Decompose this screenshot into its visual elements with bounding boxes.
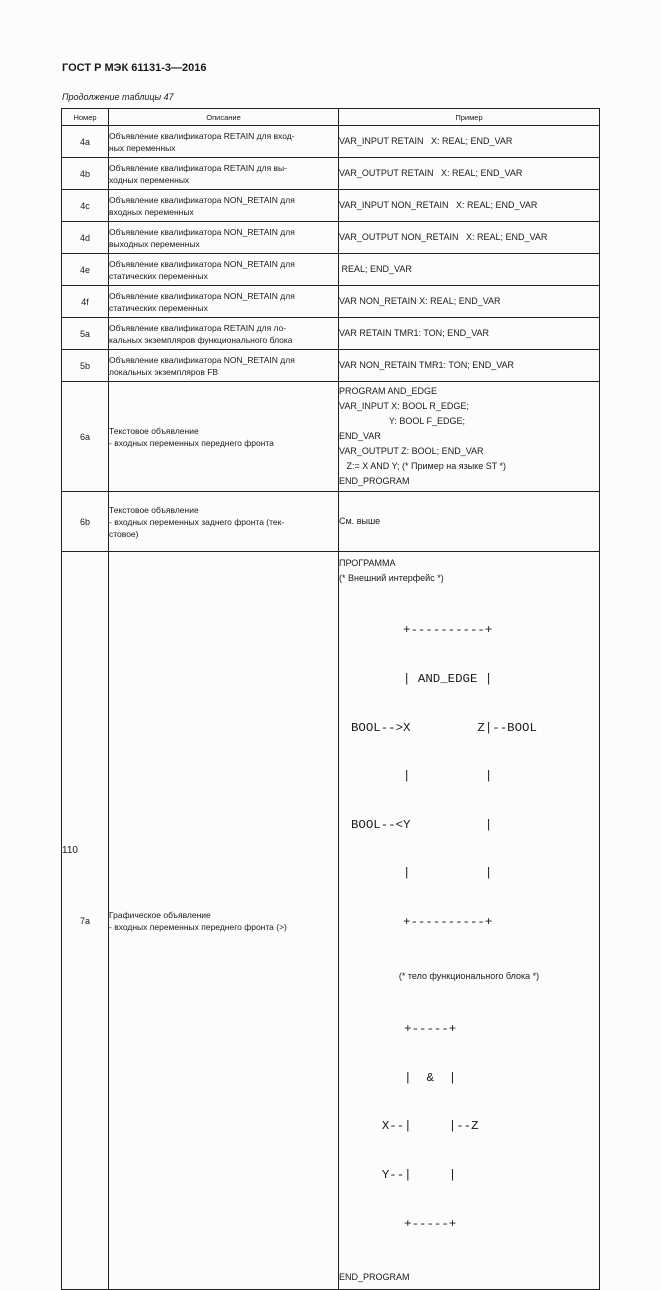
document-header: ГОСТ Р МЭК 61131-3—2016 [62,62,207,74]
table-row [62,254,600,286]
body-caption: (* тело функционального блока *) [398,970,540,981]
description-line: ных переменных [109,142,176,153]
example-line: PROGRAM AND_EDGE [339,386,438,396]
diagram-line: | AND_EDGE | [351,672,493,687]
table-row [62,158,600,190]
example-line: REAL; END_VAR [339,264,412,274]
row-number: 4a [62,126,109,158]
row-example [339,350,600,382]
row-description [109,222,339,254]
description-line: входных переменных [109,206,194,217]
row-description [109,382,339,492]
description-line: - входных переменных заднего фронта (тек- [109,516,285,527]
row-description [109,254,339,286]
example-line: VAR RETAIN TMR1: TON; END_VAR [339,328,490,338]
diagram-line: +----------+ [351,915,493,930]
description-line: Объявление квалификатора NON_RETAIN для [109,354,295,365]
example-line: VAR_OUTPUT NON_RETAIN X: REAL; END_VAR [339,232,548,242]
example-line: VAR NON_RETAIN TMR1: TON; END_VAR [339,360,515,370]
diagram-line: BOOL-->X Z|--BOOL [351,720,537,735]
row-number: 6b [62,492,109,552]
description-line: Текстовое объявление [109,425,199,436]
diagram-line: BOOL--<Y | [351,817,493,832]
example-line: VAR_OUTPUT Z: BOOL; END_VAR [339,446,484,456]
table-row [62,382,600,492]
row-description [109,158,339,190]
row-description [109,350,339,382]
example-line: См. выше [339,516,381,526]
row-number: 4f [62,286,109,318]
row-number: 4d [62,222,109,254]
diagram-line: +-----+ [367,1216,457,1231]
description-line: Объявление квалификатора NON_RETAIN для [109,226,295,237]
row-example [339,254,600,286]
table-row-7a [62,552,600,1290]
description-line: выходных переменных [109,238,200,249]
row-example [339,318,600,350]
diagram-line: +----------+ [351,623,493,638]
column-header-example: Пример [339,109,600,126]
page-number: 110 [62,845,78,856]
row-example [339,552,600,1290]
description-line: ходных переменных [109,174,190,185]
description-line: Объявление квалификатора NON_RETAIN для [109,290,295,301]
row-number: 5a [62,318,109,350]
example-line: VAR_INPUT NON_RETAIN X: REAL; END_VAR [339,200,538,210]
table-caption: Продолжение таблицы 47 [62,92,174,102]
row-example [339,492,600,552]
row-number: 4c [62,190,109,222]
row-example [339,222,600,254]
diagram-line: +-----+ [367,1022,457,1037]
example-line: VAR_INPUT RETAIN X: REAL; END_VAR [339,136,513,146]
table-header-row [62,109,600,126]
row-example [339,382,600,492]
example-line: (* Внешний интерфейс *) [339,573,444,583]
table-row [62,318,600,350]
example-line: Z:= X AND Y; (* Пример на языке ST *) [339,461,507,471]
column-header-description: Описание [109,109,339,126]
example-line: Y: BOOL F_EDGE; [339,416,466,426]
diagram-line: | & | [367,1070,457,1085]
description-line: Графическое объявление [109,909,211,920]
example-line: VAR_INPUT X: BOOL R_EDGE; [339,401,469,411]
description-line: стовое) [109,528,139,539]
row-example [339,286,600,318]
diagram-line: Y--| | [367,1167,457,1182]
row-number: 5b [62,350,109,382]
example-line: VAR_OUTPUT RETAIN X: REAL; END_VAR [339,168,523,178]
description-line: - входных переменных переднего фронта [109,437,274,448]
example-line: ПРОГРАММА [339,558,396,568]
description-line: Объявление квалификатора RETAIN для ло- [109,322,287,333]
row-description [109,286,339,318]
row-description [109,318,339,350]
example-line: END_PROGRAM [339,476,410,486]
description-line: Объявление квалификатора NON_RETAIN для [109,194,295,205]
row-number: 7a [62,552,109,1290]
description-line: кальных экземпляров функционального блока [109,334,293,345]
column-header-number: Номер [62,109,109,126]
table-row [62,190,600,222]
body-diagram [367,989,599,1264]
table-body [62,126,600,1290]
row-description [109,126,339,158]
row-number: 4b [62,158,109,190]
description-line: - входных переменных переднего фронта (>) [109,921,287,932]
row-number: 4e [62,254,109,286]
row-description [109,190,339,222]
example-line: END_PROGRAM [339,1272,410,1283]
example-line: END_VAR [339,431,381,441]
row-example [339,126,600,158]
description-line: Объявление квалификатора RETAIN для вы- [109,162,287,173]
row-number: 6a [62,382,109,492]
example-line: VAR NON_RETAIN X: REAL; END_VAR [339,296,501,306]
diagram-line: X--| |--Z [367,1119,479,1134]
table-row [62,286,600,318]
table-row [62,222,600,254]
diagram-line: | | [351,769,493,784]
description-line: Объявление квалификатора NON_RETAIN для [109,258,295,269]
row-example [339,158,600,190]
description-line: статических переменных [109,270,208,281]
row-description [109,552,339,1290]
table-row [62,126,600,158]
table-47 [61,108,600,1290]
description-line: локальных экземпляров FB [109,366,219,377]
table-row [62,492,600,552]
row-description [109,492,339,552]
description-line: Объявление квалификатора RETAIN для вход- [109,130,295,141]
description-line: статических переменных [109,302,208,313]
diagram-line: | | [351,866,493,881]
table-row [62,350,600,382]
description-line: Текстовое объявление [109,504,199,515]
interface-diagram [351,590,599,963]
row-example [339,190,600,222]
